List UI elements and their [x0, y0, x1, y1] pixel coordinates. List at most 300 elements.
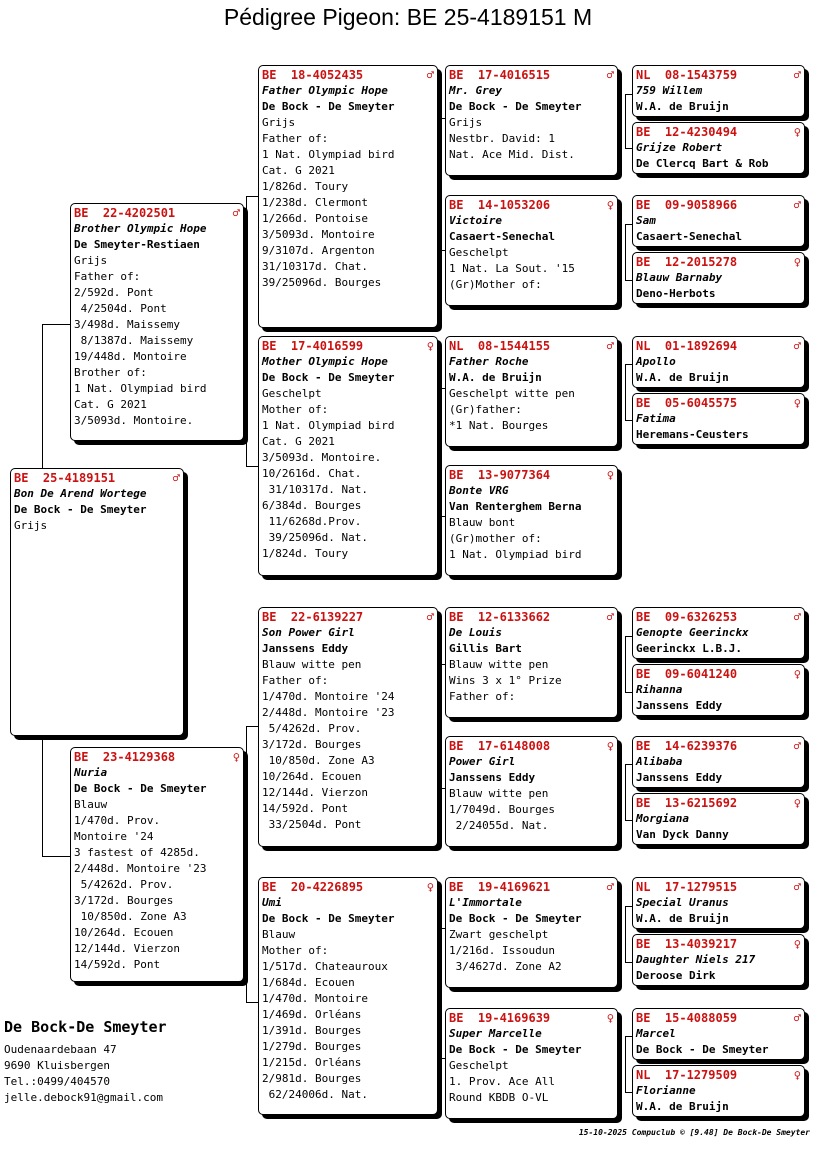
connector-line — [625, 962, 632, 963]
pigeon-owner: Casaert-Senechal — [636, 230, 742, 243]
pigeon-detail-line: Geschelpt — [449, 246, 509, 259]
pigeon-owner: De Bock - De Smeyter — [449, 100, 582, 113]
pigeon-detail-line: 2/448d. Montoire '23 — [262, 706, 395, 719]
pigeon-detail-line: Round KBDB O-VL — [449, 1091, 549, 1104]
pigeon-owner: Janssens Eddy — [636, 771, 723, 784]
pigeon-header — [449, 609, 614, 625]
connector-line — [440, 664, 441, 788]
pigeon-detail-line: 1. Prov. Ace All — [449, 1075, 555, 1088]
connector-line — [625, 1092, 632, 1093]
pigeon-name: 759 Willem — [636, 84, 703, 97]
connector-line — [625, 224, 632, 225]
pigeon-detail-line: 11/6268d.Prov. — [262, 515, 362, 528]
footer-credit: 15-10-2025 Compuclub © [9.48] De Bock-De Smeyter — [578, 1128, 810, 1137]
ring-number: BE 22-4202501 — [74, 206, 176, 220]
pigeon-name: Son Power Girl — [262, 626, 355, 639]
male-icon: ♂ — [606, 339, 614, 353]
pigeon-owner: De Bock - De Smeyter — [14, 503, 147, 516]
pigeon-detail-line: Blauw — [74, 798, 108, 811]
pigeon-name: Umi — [262, 896, 282, 909]
pigeon-card[interactable] — [10, 468, 184, 736]
pigeon-name: Sam — [636, 214, 656, 227]
ring-number: BE 13-6215692 — [636, 796, 738, 810]
pigeon-header — [262, 609, 434, 625]
pigeon-detail-line: Blauw witte pen — [449, 658, 549, 671]
connector-line — [246, 196, 258, 197]
connector-line — [246, 466, 258, 467]
ring-number: BE 09-6326253 — [636, 610, 738, 624]
pigeon-header — [636, 1067, 801, 1083]
pigeon-name: Mother Olympic Hope — [262, 355, 388, 368]
ring-number: BE 19-4169621 — [449, 880, 551, 894]
pigeon-header — [636, 1010, 801, 1026]
pigeon-owner: De Bock - De Smeyter — [636, 1043, 769, 1056]
pigeon-name: Mr. Grey — [449, 84, 502, 97]
pigeon-detail-line: Father of: — [262, 132, 329, 145]
pigeon-detail-line: 1 Nat. Olympiad bird — [262, 148, 395, 161]
pigeon-name: Special Uranus — [636, 896, 729, 909]
pigeon-detail-line: 14/592d. Pont — [262, 802, 349, 815]
pigeon-header — [636, 609, 801, 625]
pigeon-detail-line: Brother of: — [74, 366, 147, 379]
breeder-email[interactable]: jelle.debock91@gmail.com — [4, 1091, 163, 1104]
pigeon-card[interactable] — [258, 607, 438, 847]
pigeon-detail-line: 3 fastest of 4285d. — [74, 846, 200, 859]
pigeon-owner: W.A. de Bruijn — [636, 1100, 729, 1113]
ring-number: BE 12-4230494 — [636, 125, 738, 139]
ring-number: BE 15-4088059 — [636, 1011, 738, 1025]
pigeon-card[interactable] — [632, 934, 805, 986]
pigeon-header — [74, 205, 240, 221]
ring-number: BE 13-9077364 — [449, 468, 551, 482]
pigeon-detail-line: 33/2504d. Pont — [262, 818, 362, 831]
pigeon-card[interactable] — [632, 393, 805, 445]
pigeon-owner: De Bock - De Smeyter — [74, 782, 207, 795]
connector-line — [625, 764, 626, 820]
male-icon: ♂ — [793, 198, 801, 212]
pigeon-name: Power Girl — [449, 755, 516, 768]
male-icon: ♂ — [793, 68, 801, 82]
ring-number: BE 05-6045575 — [636, 396, 738, 410]
pigeon-header — [636, 738, 801, 754]
pigeon-detail-line: 1/215d. Orléans — [262, 1056, 362, 1069]
pigeon-detail-line: 12/144d. Vierzon — [262, 786, 368, 799]
pigeon-owner: Geerinckx L.B.J. — [636, 642, 742, 655]
connector-line — [246, 196, 247, 466]
pigeon-detail-line: 39/25096d. Nat. — [262, 531, 368, 544]
pigeon-header — [449, 738, 614, 754]
pigeon-card[interactable] — [258, 336, 438, 576]
pigeon-detail-line: 1/7049d. Bourges — [449, 803, 555, 816]
pigeon-detail-line: Grijs — [449, 116, 483, 129]
ring-number: BE 19-4169639 — [449, 1011, 551, 1025]
pigeon-name: Victoire — [449, 214, 502, 227]
pigeon-detail-line: 1/279d. Bourges — [262, 1040, 362, 1053]
pigeon-detail-line: Father of: — [449, 690, 516, 703]
pigeon-owner: W.A. de Bruijn — [449, 371, 542, 384]
connector-line — [625, 420, 632, 421]
pigeon-owner: De Bock - De Smeyter — [262, 912, 395, 925]
pigeon-detail-line: Geschelpt — [262, 387, 322, 400]
connector-line — [440, 118, 441, 250]
pigeon-detail-line: 2/24055d. Nat. — [449, 819, 549, 832]
pigeon-name: Brother Olympic Hope — [74, 222, 207, 235]
ring-number: NL 08-1543759 — [636, 68, 738, 82]
pigeon-detail-line: 3/5093d. Montoire — [262, 228, 375, 241]
connector-line — [246, 726, 258, 727]
pigeon-detail-line: 1/684d. Ecouen — [262, 976, 355, 989]
pigeon-name: Apollo — [636, 355, 676, 368]
female-icon: ♀ — [426, 339, 434, 353]
connector-line — [625, 280, 632, 281]
ring-number: BE 22-6139227 — [262, 610, 364, 624]
connector-line — [42, 856, 72, 857]
pigeon-card[interactable] — [445, 195, 618, 306]
ring-number: BE 25-4189151 — [14, 471, 116, 485]
pigeon-detail-line: Grijs — [74, 254, 108, 267]
pigeon-detail-line: 1 Nat. Olympiad bird — [74, 382, 207, 395]
pigeon-header — [636, 936, 801, 952]
connector-line — [625, 906, 626, 962]
pigeon-detail-line: Montoire '24 — [74, 830, 154, 843]
pigeon-card[interactable] — [70, 203, 244, 441]
pigeon-detail-line: Zwart geschelpt — [449, 928, 549, 941]
pigeon-detail-line: Geschelpt — [449, 1059, 509, 1072]
female-icon: ♀ — [426, 880, 434, 894]
pigeon-name: Bonte VRG — [449, 484, 509, 497]
connector-line — [625, 906, 632, 907]
pigeon-owner: De Bock - De Smeyter — [449, 1043, 582, 1056]
connector-line — [625, 94, 632, 95]
ring-number: BE 09-9058966 — [636, 198, 738, 212]
pigeon-detail-line: 2/592d. Pont — [74, 286, 154, 299]
pigeon-detail-line: 2/448d. Montoire '23 — [74, 862, 207, 875]
pigeon-detail-line: 10/264d. Ecouen — [262, 770, 362, 783]
pigeon-detail-line: 1/517d. Chateauroux — [262, 960, 388, 973]
pigeon-detail-line: 62/24006d. Nat. — [262, 1088, 368, 1101]
pigeon-detail-line: Geschelpt witte pen — [449, 387, 575, 400]
pigeon-name: L'Immortale — [449, 896, 522, 909]
pigeon-owner: Van Renterghem Berna — [449, 500, 582, 513]
pigeon-detail-line: 1/470d. Montoire — [262, 992, 368, 1005]
pigeon-card[interactable] — [632, 1065, 805, 1117]
female-icon: ♀ — [793, 125, 801, 139]
pigeon-detail-line: 5/4262d. Prov. — [262, 722, 362, 735]
pigeon-detail-line: 19/448d. Montoire — [74, 350, 187, 363]
pigeon-detail-line: 10/850d. Zone A3 — [262, 754, 375, 767]
connector-line — [625, 1036, 626, 1092]
pigeon-detail-line: 3/498d. Maissemy — [74, 318, 180, 331]
pigeon-detail-line: *1 Nat. Bourges — [449, 419, 549, 432]
pigeon-header — [14, 470, 180, 486]
pigeon-name: De Louis — [449, 626, 502, 639]
pigeon-card[interactable] — [258, 65, 438, 328]
female-icon: ♀ — [793, 796, 801, 810]
connector-line — [625, 224, 626, 280]
male-icon: ♂ — [172, 471, 180, 485]
pigeon-card[interactable] — [632, 877, 805, 929]
pigeon-detail-line: 1/826d. Toury — [262, 180, 349, 193]
pigeon-detail-line: 2/981d. Bourges — [262, 1072, 362, 1085]
pigeon-card[interactable] — [445, 877, 618, 988]
connector-line — [625, 148, 632, 149]
pigeon-header — [449, 338, 614, 354]
pigeon-name: Alibaba — [636, 755, 683, 768]
female-icon: ♀ — [793, 667, 801, 681]
pigeon-card[interactable] — [632, 65, 805, 117]
pigeon-header — [262, 879, 434, 895]
connector-line — [42, 324, 72, 325]
male-icon: ♂ — [793, 339, 801, 353]
female-icon: ♀ — [606, 739, 614, 753]
connector-line — [440, 388, 441, 516]
pigeon-card[interactable] — [632, 195, 805, 247]
pigeon-detail-line: 5/4262d. Prov. — [74, 878, 174, 891]
ring-number: BE 14-6239376 — [636, 739, 738, 753]
pigeon-detail-line: 1/824d. Toury — [262, 547, 349, 560]
pigeon-detail-line: Father of: — [262, 674, 329, 687]
pigeon-detail-line: 1/266d. Pontoise — [262, 212, 368, 225]
pigeon-detail-line: 3/5093d. Montoire. — [262, 451, 382, 464]
pigeon-owner: Janssens Eddy — [262, 642, 349, 655]
pigeon-name: Grijze Robert — [636, 141, 723, 154]
male-icon: ♂ — [793, 1011, 801, 1025]
pigeon-detail-line: 10/2616d. Chat. — [262, 467, 362, 480]
ring-number: BE 17-4016599 — [262, 339, 364, 353]
pigeon-card[interactable] — [632, 1008, 805, 1060]
pigeon-header — [74, 749, 240, 765]
pigeon-owner: De Bock - De Smeyter — [449, 912, 582, 925]
pigeon-detail-line: 1/238d. Clermont — [262, 196, 368, 209]
pigeon-owner: W.A. de Bruijn — [636, 371, 729, 384]
pigeon-card[interactable] — [632, 736, 805, 788]
pigeon-detail-line: 9/3107d. Argenton — [262, 244, 375, 257]
pigeon-name: Fatima — [636, 412, 676, 425]
pigeon-card[interactable] — [632, 793, 805, 845]
pigeon-detail-line: Blauw witte pen — [262, 658, 362, 671]
pigeon-owner: Deno-Herbots — [636, 287, 716, 300]
pigeon-header — [449, 197, 614, 213]
connector-line — [625, 636, 632, 637]
pigeon-detail-line: (Gr)mother of: — [449, 532, 542, 545]
pigeon-name: Marcel — [636, 1027, 676, 1040]
pigeon-detail-line: Cat. G 2021 — [262, 164, 335, 177]
pigeon-card[interactable] — [632, 252, 805, 304]
pigeon-detail-line: Blauw witte pen — [449, 787, 549, 800]
pigeon-owner: Deroose Dirk — [636, 969, 716, 982]
pigeon-detail-line: 1/470d. Montoire '24 — [262, 690, 395, 703]
pigeon-detail-line: Mother of: — [262, 944, 329, 957]
pigeon-card[interactable] — [445, 65, 618, 176]
pigeon-owner: Janssens Eddy — [636, 699, 723, 712]
pigeon-card[interactable] — [70, 747, 244, 982]
female-icon: ♀ — [793, 396, 801, 410]
pigeon-owner: De Clercq Bart & Rob — [636, 157, 769, 170]
pigeon-name: Rihanna — [636, 683, 683, 696]
pigeon-card[interactable] — [445, 1008, 618, 1119]
connector-line — [625, 364, 626, 420]
ring-number: BE 17-6148008 — [449, 739, 551, 753]
pigeon-name: Bon De Arend Wortege — [14, 487, 147, 500]
ring-number: BE 20-4226895 — [262, 880, 364, 894]
connector-line — [625, 764, 632, 765]
ring-number: BE 12-2015278 — [636, 255, 738, 269]
pigeon-header — [636, 254, 801, 270]
pigeon-detail-line: Mother of: — [262, 403, 329, 416]
ring-number: BE 17-4016515 — [449, 68, 551, 82]
breeder-name: De Bock-De Smeyter — [4, 1018, 167, 1036]
pigeon-header — [636, 197, 801, 213]
pigeon-owner: Casaert-Senechal — [449, 230, 555, 243]
pigeon-detail-line: 1 Nat. Olympiad bird — [262, 419, 395, 432]
female-icon: ♀ — [793, 937, 801, 951]
ring-number: BE 12-6133662 — [449, 610, 551, 624]
pigeon-card[interactable] — [632, 664, 805, 716]
connector-line — [625, 1036, 632, 1037]
pigeon-detail-line: 39/25096d. Bourges — [262, 276, 382, 289]
pigeon-card[interactable] — [445, 607, 618, 718]
male-icon: ♂ — [426, 610, 434, 624]
pigeon-card[interactable] — [445, 336, 618, 447]
pigeon-name: Super Marcelle — [449, 1027, 542, 1040]
male-icon: ♂ — [232, 206, 240, 220]
pigeon-card[interactable] — [258, 877, 438, 1115]
connector-line — [625, 94, 626, 148]
breeder-phone: Tel.:0499/404570 — [4, 1075, 110, 1088]
pigeon-owner: W.A. de Bruijn — [636, 912, 729, 925]
pigeon-detail-line: Grijs — [262, 116, 296, 129]
pigeon-header — [636, 795, 801, 811]
pigeon-detail-line: Cat. G 2021 — [262, 435, 335, 448]
connector-line — [440, 928, 441, 1058]
male-icon: ♂ — [793, 610, 801, 624]
pigeon-owner: Gillis Bart — [449, 642, 522, 655]
pigeon-detail-line: Nat. Ace Mid. Dist. — [449, 148, 575, 161]
pigeon-detail-line: 31/10317d. Chat. — [262, 260, 368, 273]
pigeon-header — [449, 67, 614, 83]
pigeon-detail-line: 3/172d. Bourges — [262, 738, 362, 751]
pigeon-detail-line: 14/592d. Pont — [74, 958, 161, 971]
pigeon-detail-line: 1 Nat. Olympiad bird — [449, 548, 582, 561]
breeder-info — [4, 1018, 167, 1106]
pigeon-owner: De Bock - De Smeyter — [262, 371, 395, 384]
ring-number: BE 18-4052435 — [262, 68, 364, 82]
pigeon-name: Father Olympic Hope — [262, 84, 388, 97]
pigeon-detail-line: 8/1387d. Maissemy — [74, 334, 194, 347]
pigeon-detail-line: Wins 3 x 1° Prize — [449, 674, 562, 687]
breeder-city: 9690 Kluisbergen — [4, 1059, 110, 1072]
female-icon: ♀ — [606, 468, 614, 482]
pigeon-detail-line: 31/10317d. Nat. — [262, 483, 368, 496]
page-title: Pédigree Pigeon: BE 25-4189151 M — [223, 4, 593, 30]
pigeon-detail-line: Blauw bont — [449, 516, 516, 529]
pigeon-header — [262, 338, 434, 354]
connector-line — [625, 636, 626, 692]
ring-number: NL 08-1544155 — [449, 339, 551, 353]
pigeon-detail-line: Cat. G 2021 — [74, 398, 147, 411]
pigeon-header — [636, 879, 801, 895]
pigeon-card[interactable] — [632, 122, 805, 174]
female-icon: ♀ — [606, 1011, 614, 1025]
male-icon: ♂ — [793, 880, 801, 894]
connector-line — [246, 1002, 258, 1003]
pigeon-name: Father Roche — [449, 355, 529, 368]
pigeon-owner: Van Dyck Danny — [636, 828, 729, 841]
male-icon: ♂ — [793, 739, 801, 753]
pigeon-detail-line: 4/2504d. Pont — [74, 302, 167, 315]
pigeon-detail-line: Nestbr. David: 1 — [449, 132, 555, 145]
pigeon-detail-line: 3/5093d. Montoire. — [74, 414, 194, 427]
breeder-address: Oudenaardebaan 47 — [4, 1043, 117, 1056]
pigeon-header — [449, 467, 614, 483]
pigeon-detail-line: (Gr)Mother of: — [449, 278, 542, 291]
connector-line — [625, 692, 632, 693]
connector-line — [625, 364, 632, 365]
male-icon: ♂ — [606, 610, 614, 624]
pigeon-card[interactable] — [632, 607, 805, 659]
pigeon-owner: Janssens Eddy — [449, 771, 536, 784]
pigeon-detail-line: 1/469d. Orléans — [262, 1008, 362, 1021]
connector-line — [246, 726, 247, 1002]
pigeon-detail-line: 1/470d. Prov. — [74, 814, 161, 827]
female-icon: ♀ — [232, 750, 240, 764]
male-icon: ♂ — [606, 880, 614, 894]
ring-number: BE 14-1053206 — [449, 198, 551, 212]
ring-number: NL 01-1892694 — [636, 339, 738, 353]
connector-line — [625, 820, 632, 821]
pigeon-detail-line: Father of: — [74, 270, 141, 283]
pigeon-detail-line: 1/391d. Bourges — [262, 1024, 362, 1037]
pigeon-header — [636, 395, 801, 411]
pigeon-header — [449, 1010, 614, 1026]
pigeon-owner: De Smeyter-Restiaen — [74, 238, 200, 251]
pigeon-header — [636, 67, 801, 83]
connector-line — [42, 736, 43, 856]
female-icon: ♀ — [606, 198, 614, 212]
pigeon-name: Nuria — [74, 766, 108, 779]
pigeon-detail-line: Grijs — [14, 519, 48, 532]
female-icon: ♀ — [793, 255, 801, 269]
pigeon-name: Daughter Niels 217 — [636, 953, 756, 966]
pigeon-card[interactable] — [445, 465, 618, 576]
ring-number: NL 17-1279515 — [636, 880, 738, 894]
pigeon-name: Morgiana — [636, 812, 689, 825]
female-icon: ♀ — [793, 1068, 801, 1082]
pigeon-detail-line: 1/216d. Issoudun — [449, 944, 555, 957]
pigeon-card[interactable] — [445, 736, 618, 847]
pigeon-detail-line: 1 Nat. La Sout. '15 — [449, 262, 575, 275]
pigeon-detail-line: Blauw — [262, 928, 296, 941]
pigeon-owner: Heremans-Ceusters — [636, 428, 749, 441]
pigeon-detail-line: 10/850d. Zone A3 — [74, 910, 187, 923]
pigeon-card[interactable] — [632, 336, 805, 388]
pigeon-header — [636, 338, 801, 354]
male-icon: ♂ — [606, 68, 614, 82]
male-icon: ♂ — [426, 68, 434, 82]
pigeon-header — [449, 879, 614, 895]
pigeon-owner: W.A. de Bruijn — [636, 100, 729, 113]
ring-number: BE 13-4039217 — [636, 937, 738, 951]
pigeon-detail-line: 10/264d. Ecouen — [74, 926, 174, 939]
pigeon-detail-line: 3/4627d. Zone A2 — [449, 960, 562, 973]
connector-line — [42, 324, 43, 468]
pigeon-header — [636, 666, 801, 682]
ring-number: NL 17-1279509 — [636, 1068, 738, 1082]
pigeon-detail-line: 12/144d. Vierzon — [74, 942, 180, 955]
pigeon-header — [636, 124, 801, 140]
pigeon-name: Florianne — [636, 1084, 696, 1097]
pigeon-detail-line: 6/384d. Bourges — [262, 499, 362, 512]
